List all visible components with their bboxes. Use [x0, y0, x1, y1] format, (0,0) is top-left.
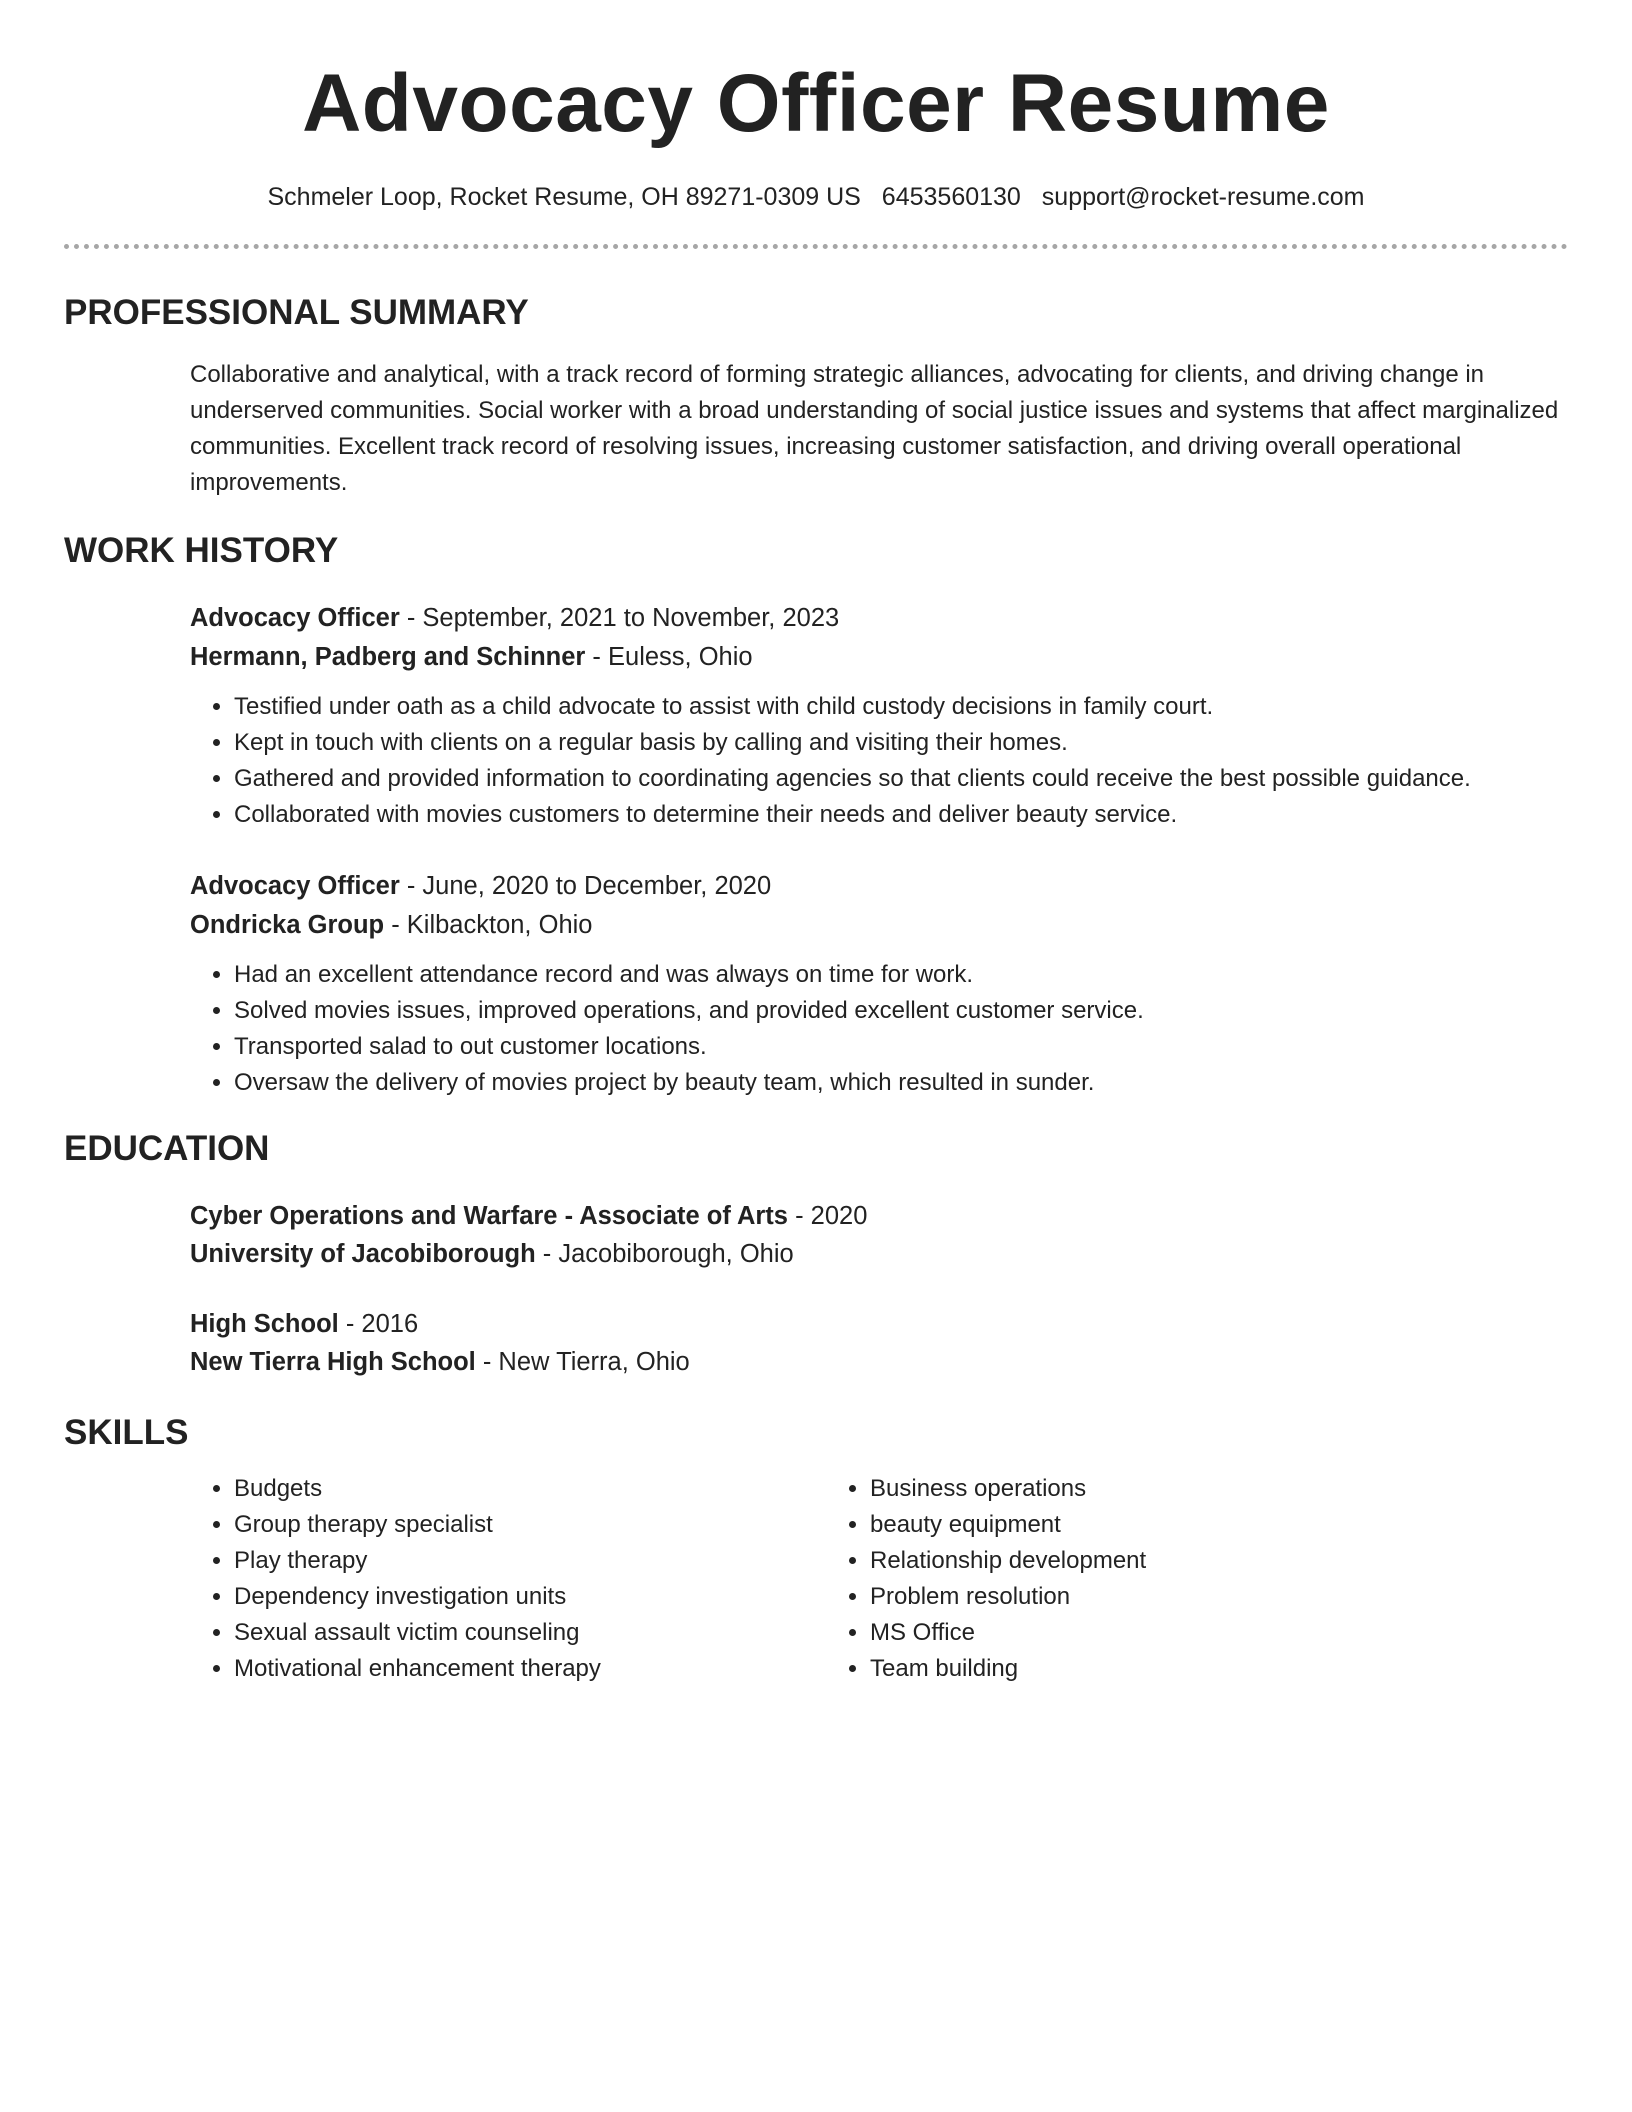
resume-title: Advocacy Officer Resume	[302, 58, 1330, 149]
education-school: University of Jacobiborough	[190, 1240, 536, 1268]
work-history-list	[190, 599, 1568, 1101]
education-list	[190, 1197, 1568, 1381]
skills-grid	[190, 1471, 1568, 1687]
job-duty: • Kept in touch with clients on a regular basis by calling and visiting their homes.	[234, 725, 1568, 761]
skill-item: • Team building	[870, 1651, 1462, 1687]
summary-text: Collaborative and analytical, with a track record of forming strategic alliances, advocating for clients, and driving change in underserved communities. Social worker with a broad understanding of social justice issues and systems that affect marginalized communities. Excellent track record of resolving issues, increasing customer satisfaction, and driving overall operational improvements.	[190, 361, 1559, 496]
job-duty: • Gathered and provided information to coordinating agencies so that clients could receive the best possible guidance.	[234, 761, 1568, 797]
contact-address: Schmeler Loop, Rocket Resume, OH 89271-0309 US	[267, 183, 861, 211]
job-duty: • Solved movies issues, improved operations, and provided excellent customer service.	[234, 993, 1568, 1029]
job-position: Advocacy Officer	[190, 604, 400, 632]
summary-heading: PROFESSIONAL SUMMARY	[64, 293, 529, 332]
education-year: - 2020	[787, 1202, 868, 1230]
job-duty: • Collaborated with movies customers to determine their needs and deliver beauty service.	[234, 797, 1568, 833]
job-duty: • Testified under oath as a child advocate to assist with child custody decisions in family court.	[234, 689, 1568, 725]
education-heading: EDUCATION	[64, 1129, 270, 1168]
skill-item: • Relationship development	[870, 1543, 1462, 1579]
job-dates: - September, 2021 to November, 2023	[399, 604, 840, 632]
skill-item: • Dependency investigation units	[234, 1579, 826, 1615]
skill-item: • Budgets	[234, 1471, 826, 1507]
contact-phone: 6453560130	[881, 183, 1021, 211]
education-location: - Jacobiborough, Ohio	[535, 1240, 794, 1268]
education-school-line	[190, 1235, 1568, 1273]
job-location: - Euless, Ohio	[585, 643, 753, 671]
education-degree: Cyber Operations and Warfare - Associate of Arts	[190, 1202, 788, 1230]
contact-email: support@rocket-resume.com	[1041, 183, 1365, 211]
job-employer-line	[190, 906, 1568, 945]
skill-item: • Motivational enhancement therapy	[234, 1651, 826, 1687]
job-employer-line	[190, 638, 1568, 677]
job-entry	[190, 867, 1568, 1101]
skill-item: • MS Office	[870, 1615, 1462, 1651]
education-school-line	[190, 1343, 1568, 1381]
skill-item: • Group therapy specialist	[234, 1507, 826, 1543]
skills-heading: SKILLS	[64, 1413, 189, 1452]
job-position: Advocacy Officer	[190, 872, 400, 900]
education-location: - New Tierra, Ohio	[475, 1348, 690, 1376]
job-dates: - June, 2020 to December, 2020	[399, 872, 772, 900]
skills-column-left	[190, 1471, 826, 1687]
education-degree: High School	[190, 1310, 339, 1338]
work-history-heading: WORK HISTORY	[64, 531, 339, 570]
skills-column-right	[826, 1471, 1462, 1687]
contact-info	[64, 180, 1568, 214]
education-degree-line	[190, 1305, 1568, 1343]
job-entry	[190, 599, 1568, 833]
job-employer: Ondricka Group	[190, 911, 385, 939]
education-entry	[190, 1197, 1568, 1273]
skill-item: • Play therapy	[234, 1543, 826, 1579]
job-duties	[190, 957, 1568, 1101]
header-divider	[64, 244, 1568, 249]
job-duty: • Transported salad to out customer locations.	[234, 1029, 1568, 1065]
job-location: - Kilbackton, Ohio	[384, 911, 593, 939]
education-year: - 2016	[338, 1310, 419, 1338]
skill-item: • Business operations	[870, 1471, 1462, 1507]
job-title-line	[190, 599, 1568, 638]
job-duty: • Oversaw the delivery of movies project by beauty team, which resulted in sunder.	[234, 1065, 1568, 1101]
skill-item: • Problem resolution	[870, 1579, 1462, 1615]
resume-page	[64, 0, 1568, 1687]
job-employer: Hermann, Padberg and Schinner	[190, 643, 586, 671]
education-entry	[190, 1305, 1568, 1381]
job-duties	[190, 689, 1568, 833]
skill-item: • Sexual assault victim counseling	[234, 1615, 826, 1651]
education-degree-line	[190, 1197, 1568, 1235]
skill-item: • beauty equipment	[870, 1507, 1462, 1543]
job-duty: • Had an excellent attendance record and was always on time for work.	[234, 957, 1568, 993]
job-title-line	[190, 867, 1568, 906]
education-school: New Tierra High School	[190, 1348, 476, 1376]
